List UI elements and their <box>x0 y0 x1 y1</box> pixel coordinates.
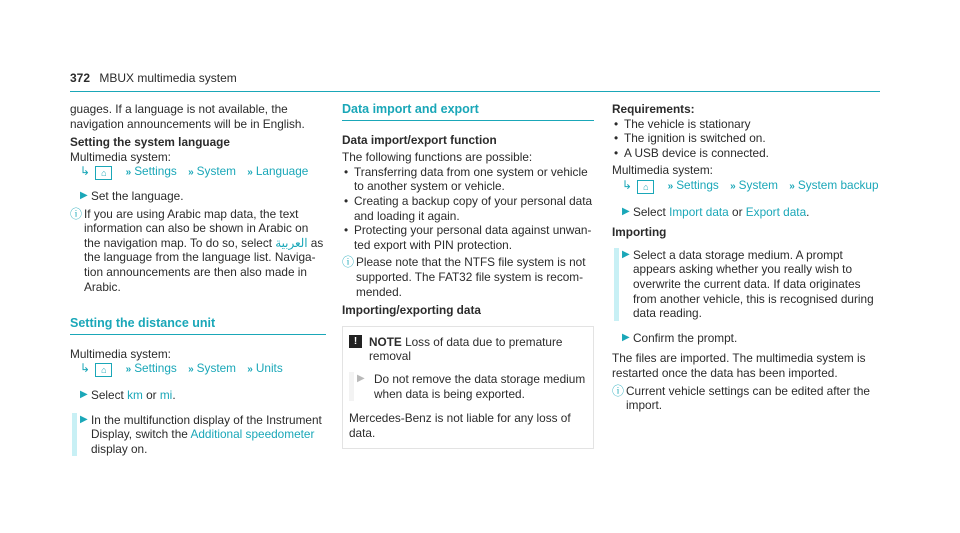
info-icon: ⓘ <box>342 255 355 270</box>
lang-note-a: If you are using Arabic map data, the text information can also be shown in Arabic on the navigation map. To do so, select <box>84 206 309 250</box>
path-language: Language <box>255 164 309 179</box>
lang-note <box>70 207 326 295</box>
list-item: • The ignition is switched on. <box>612 131 880 146</box>
lang-note-arabic: العربية <box>275 235 308 250</box>
step-text: Confirm the prompt. <box>633 330 738 345</box>
lang-note-b: as the language from the language list. Navigation announcements are then also made in Arabic. <box>84 235 324 294</box>
path-system: System <box>196 164 237 179</box>
path-settings: Settings <box>134 361 177 376</box>
dist-path <box>70 361 326 378</box>
step-text: Select <box>633 204 670 219</box>
double-chevron-icon: » <box>247 364 253 376</box>
info-icon: ⓘ <box>70 206 83 221</box>
req-heading: Requirements: <box>612 102 695 116</box>
ms-label: Multimedia system: <box>70 149 171 164</box>
path-system: System <box>738 177 779 192</box>
or-text: or <box>142 387 160 402</box>
triangle-step-icon: ▶ <box>622 331 630 343</box>
home-icon: ⌂ <box>637 180 654 194</box>
triangle-step-icon: ▶ <box>80 413 88 425</box>
mi-option: mi <box>159 387 173 402</box>
func-list <box>342 165 594 253</box>
list-item: • Transferring data from one system or vehicle to another system or vehicle. <box>342 165 594 194</box>
dist-title: Setting the distance unit <box>70 316 326 335</box>
import-data-option: Import data <box>669 204 729 219</box>
list-item: • Protecting your personal data against unwanted export with PIN protection. <box>342 223 594 252</box>
dist-step-1 <box>72 388 326 403</box>
warning-box <box>342 326 594 450</box>
or-text: or <box>728 204 746 219</box>
req-list <box>612 117 880 161</box>
return-arrow-icon: ↳ <box>622 177 633 192</box>
warning-title: Loss of data due to premature removal <box>369 334 563 364</box>
select-step <box>614 205 880 220</box>
warning-label: NOTE <box>369 334 402 349</box>
double-chevron-icon: » <box>188 364 194 376</box>
page-number: 372 <box>70 71 91 85</box>
import-step-1 <box>614 248 880 321</box>
importing-heading: Importing <box>612 225 667 240</box>
lang-heading: Setting the system language <box>70 135 230 150</box>
ntfs-note-text: Please note that the NTFS file system is not supported. The FAT32 file system is recommended. <box>356 255 586 299</box>
lang-step <box>72 189 326 204</box>
list-item: • The vehicle is stationary <box>612 117 880 132</box>
data-import-title: Data import and export <box>342 102 594 121</box>
list-item: • A USB device is connected. <box>612 146 880 161</box>
triangle-step-icon: ▶ <box>80 388 88 400</box>
additional-speedometer-label: Additional speedometer <box>190 427 315 442</box>
path-settings: Settings <box>676 177 719 192</box>
dot-text: . <box>806 204 810 219</box>
step-text: display on. <box>91 441 148 456</box>
exclamation-icon: ! <box>349 335 362 348</box>
warning-text: Mercedes-Benz is not liable for any loss of data. <box>349 411 571 440</box>
step-text: In the multifunction display of the Instrument Display, switch the <box>91 412 322 442</box>
triangle-step-icon: ▶ <box>622 205 630 217</box>
double-chevron-icon: » <box>730 180 736 192</box>
km-option: km <box>127 387 143 402</box>
page-header <box>70 71 237 86</box>
lang-step-text: Set the language. <box>91 188 184 203</box>
path-units: Units <box>255 361 283 376</box>
ms-label: Multimedia system: <box>612 163 713 178</box>
double-chevron-icon: » <box>247 167 253 179</box>
intro-text: guages. If a language is not available, the navigation announcements will be in English. <box>70 102 305 131</box>
list-item: • Creating a backup copy of your personal data and loading it again. <box>342 194 594 223</box>
double-chevron-icon: » <box>125 167 132 179</box>
triangle-step-icon: ▶ <box>80 189 88 201</box>
column-2 <box>342 102 594 449</box>
triangle-step-icon: ▶ <box>622 248 630 260</box>
ms-label: Multimedia system: <box>70 346 171 361</box>
double-chevron-icon: » <box>667 180 674 192</box>
header-rule <box>70 91 880 92</box>
step-text: Select a data storage medium. A prompt appears asking whether you really wish to overwrite the current data. If data originates from another vehicle, this is recognised during data reading. <box>633 247 874 321</box>
func-heading: Data import/export function <box>342 132 497 147</box>
path-system: System <box>196 361 237 376</box>
path-system-backup: System backup <box>797 177 879 192</box>
import-note-text: Current vehicle settings can be edited after the import. <box>626 383 870 413</box>
dist-step-2 <box>72 413 326 457</box>
import-note <box>612 384 880 413</box>
return-arrow-icon: ↳ <box>80 361 91 376</box>
double-chevron-icon: » <box>789 180 795 192</box>
triangle-step-icon: ▶ <box>357 372 365 384</box>
header-title: MBUX multimedia system <box>99 71 237 85</box>
lang-path <box>70 164 326 181</box>
column-1 <box>70 102 326 456</box>
home-icon: ⌂ <box>95 166 112 180</box>
warning-header <box>349 335 587 364</box>
import-step-2 <box>614 331 880 346</box>
backup-path <box>612 178 880 195</box>
func-intro: The following functions are possible: <box>342 150 533 165</box>
dot-text: . <box>172 387 176 402</box>
column-3 <box>612 102 880 413</box>
return-arrow-icon: ↳ <box>80 164 91 179</box>
warning-step-text: Do not remove the data storage medium when data is being exported. <box>374 371 586 401</box>
warning-step <box>349 372 587 401</box>
import-text: The files are imported. The multimedia system is restarted once the data has been imported. <box>612 351 866 380</box>
double-chevron-icon: » <box>188 167 194 179</box>
double-chevron-icon: » <box>125 364 132 376</box>
export-data-option: Export data <box>745 204 807 219</box>
step-text: Select <box>91 387 128 402</box>
ntfs-note <box>342 255 594 299</box>
path-settings: Settings <box>134 164 177 179</box>
info-icon: ⓘ <box>612 383 625 398</box>
home-icon: ⌂ <box>95 363 112 377</box>
ie-heading: Importing/exporting data <box>342 303 481 318</box>
